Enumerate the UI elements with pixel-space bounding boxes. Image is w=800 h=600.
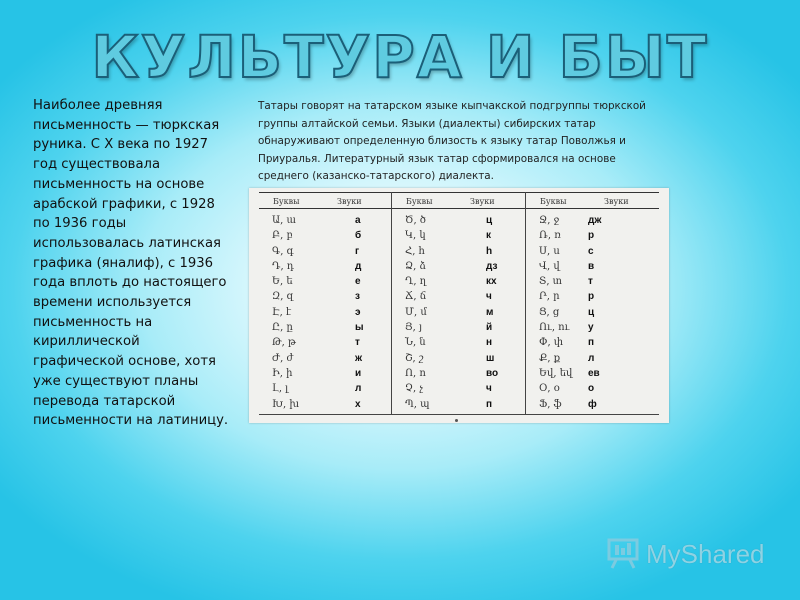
table-row [392, 215, 526, 230]
sound-cell: дз [486, 260, 498, 272]
table-row [392, 383, 526, 398]
header-sounds: Звуки [470, 197, 495, 206]
sound-cell: б [355, 230, 362, 242]
sound-cell: а [355, 215, 361, 226]
alphabet-table [259, 192, 659, 415]
header-sounds: Звуки [337, 197, 362, 206]
sound-cell: э [355, 306, 361, 318]
letter-cell: Ա, ա [272, 215, 296, 226]
table-row [392, 230, 526, 245]
sound-cell: з [355, 291, 360, 303]
letter-cell: Ը, ը [272, 322, 293, 334]
header-sounds: Звуки [604, 197, 629, 206]
table-row [392, 322, 526, 337]
sound-cell: й [486, 322, 493, 334]
letter-cell: Ի, ի [272, 367, 293, 379]
myshared-logo[interactable] [606, 536, 766, 572]
table-row [526, 337, 659, 352]
letter-cell: Ե, ե [272, 276, 293, 288]
table-row [526, 383, 659, 398]
page-dot [455, 419, 458, 422]
letter-cell: Պ, պ [405, 398, 430, 410]
table-row [259, 368, 392, 383]
header-letters: Буквы [406, 197, 433, 206]
table-row [259, 230, 392, 245]
table-row [259, 246, 392, 261]
table-row [526, 291, 659, 306]
table-row [392, 276, 526, 291]
table-row [259, 215, 392, 230]
letter-cell: Փ, փ [539, 337, 564, 349]
sound-cell: во [486, 367, 499, 379]
letter-cell: Ֆ, ֆ [539, 398, 562, 410]
sound-cell: к [486, 230, 492, 242]
sound-cell: м [486, 306, 494, 318]
sound-cell: и [355, 367, 362, 379]
slide-title: КУЛЬТУРА И БЫТ [91, 23, 709, 91]
table-row [392, 337, 526, 352]
sound-cell: ев [588, 367, 600, 379]
table-row [526, 353, 659, 368]
sound-cell: h [486, 245, 493, 257]
header-letters: Буквы [273, 197, 300, 206]
table-row [526, 230, 659, 245]
letter-cell: Ց, ց [539, 306, 560, 318]
language-paragraph: Татары говорят на татарском языке кыпчакской подгруппы тюркской группы алтайской семьи. Языки (диалекты) сибирских татар обнаруживают определенную близость к языку татар Поволжья и Приуралья. Литературный язык татар сформировался на основе среднего (казанско-татарского) диалекта. [258, 100, 646, 183]
table-column-header [392, 192, 526, 209]
sound-cell: т [355, 337, 360, 349]
table-column-header [259, 192, 392, 209]
presentation-board-icon [606, 536, 640, 570]
sound-cell: с [588, 245, 594, 257]
table-row [259, 383, 392, 398]
table-row [526, 322, 659, 337]
table-row [392, 291, 526, 306]
letter-cell: Ս, ս [539, 245, 560, 257]
sound-cell: д [355, 260, 362, 272]
sound-cell: дж [588, 215, 602, 226]
table-row [526, 246, 659, 261]
table-row [392, 261, 526, 276]
sound-cell: е [355, 276, 361, 288]
letter-cell: Ո, ո [405, 367, 426, 379]
table-row [526, 215, 659, 230]
table-row [392, 353, 526, 368]
sound-cell: ф [588, 398, 597, 410]
table-column [526, 192, 659, 415]
sound-cell: н [486, 337, 493, 349]
table-row [259, 353, 392, 368]
sound-cell: п [486, 398, 493, 410]
letter-cell: Վ, վ [539, 260, 560, 272]
sound-cell: ч [486, 383, 492, 395]
letter-cell: Կ, կ [405, 230, 426, 242]
sound-cell: ц [486, 215, 493, 226]
logo-text: MyShared [646, 539, 765, 569]
letter-cell: Ու, ու [539, 322, 570, 334]
letter-cell: Ծ, ծ [405, 215, 426, 226]
sound-cell: ж [355, 352, 363, 364]
letter-cell: Ն, ն [405, 337, 426, 349]
letter-cell: Ճ, ճ [405, 291, 427, 303]
letter-cell: Տ, տ [539, 276, 562, 288]
table-row [259, 399, 392, 414]
history-paragraph: Наиболее древняя письменность — тюркская руника. С X века по 1927 год существовала письменность на основе арабской графики, с 1928 по 1936 годы использовалась латинская графика (яналиф), с 1936 года вплоть до настоящего времени используется письменность на кирилличеcкой графической основе, хотя уже существуют планы перевода татарской письменности на латиницу. [33, 98, 229, 429]
letter-cell: Եվ, եվ [539, 367, 573, 379]
alphabet-table-image [249, 188, 669, 423]
table-row [259, 276, 392, 291]
sound-cell: кх [486, 276, 497, 288]
letter-cell: Է, է [272, 306, 292, 318]
letter-cell: Խ, խ [272, 398, 300, 410]
letter-cell: Դ, դ [272, 260, 294, 272]
table-row [526, 276, 659, 291]
letter-cell: Ք, ք [539, 352, 561, 364]
letter-cell: Թ, թ [272, 337, 296, 349]
sound-cell: ч [486, 291, 492, 303]
letter-cell: Շ, շ [405, 352, 424, 364]
table-row [259, 322, 392, 337]
letter-cell: Ջ, ջ [539, 215, 560, 226]
table-row [259, 307, 392, 322]
sound-cell: ш [486, 352, 495, 364]
letter-cell: Օ, օ [539, 383, 560, 395]
letter-cell: Բ, բ [272, 230, 293, 242]
table-row [392, 368, 526, 383]
letter-cell: Ղ, ղ [405, 276, 427, 288]
sound-cell: х [355, 398, 361, 410]
letter-cell: Լ, լ [272, 383, 289, 395]
table-row [392, 307, 526, 322]
table-column-header [526, 192, 659, 209]
letter-cell: Ձ, ձ [405, 260, 426, 272]
sound-cell: р [588, 230, 595, 242]
sound-cell: ы [355, 322, 364, 334]
letter-cell: Չ, չ [405, 383, 423, 395]
letter-cell: Մ, մ [405, 306, 427, 318]
letter-cell: Յ, յ [405, 322, 423, 334]
letter-cell: Զ, զ [272, 291, 294, 303]
table-row [392, 246, 526, 261]
letter-cell: Ժ, ժ [272, 352, 294, 364]
sound-cell: у [588, 322, 594, 334]
sound-cell: л [588, 352, 595, 364]
table-row [392, 399, 526, 414]
table-row [259, 261, 392, 276]
sound-cell: п [588, 337, 595, 349]
letter-cell: Ռ, ռ [539, 230, 561, 242]
sound-cell: л [355, 383, 362, 395]
table-row [259, 337, 392, 352]
letter-cell: Ր, ր [539, 291, 560, 303]
sound-cell: г [355, 245, 360, 257]
table-row [259, 291, 392, 306]
table-row [526, 307, 659, 322]
table-row [526, 399, 659, 414]
table-bottom-rule [259, 414, 659, 415]
table-column [392, 192, 526, 415]
table-column [259, 192, 392, 415]
sound-cell: р [588, 291, 595, 303]
table-row [526, 261, 659, 276]
table-row [526, 368, 659, 383]
sound-cell: ц [588, 306, 595, 318]
sound-cell: т [588, 276, 593, 288]
letter-cell: Գ, գ [272, 245, 294, 257]
sound-cell: в [588, 260, 595, 272]
letter-cell: Հ, հ [405, 245, 425, 257]
header-letters: Буквы [540, 197, 567, 206]
sound-cell: о [588, 383, 595, 395]
